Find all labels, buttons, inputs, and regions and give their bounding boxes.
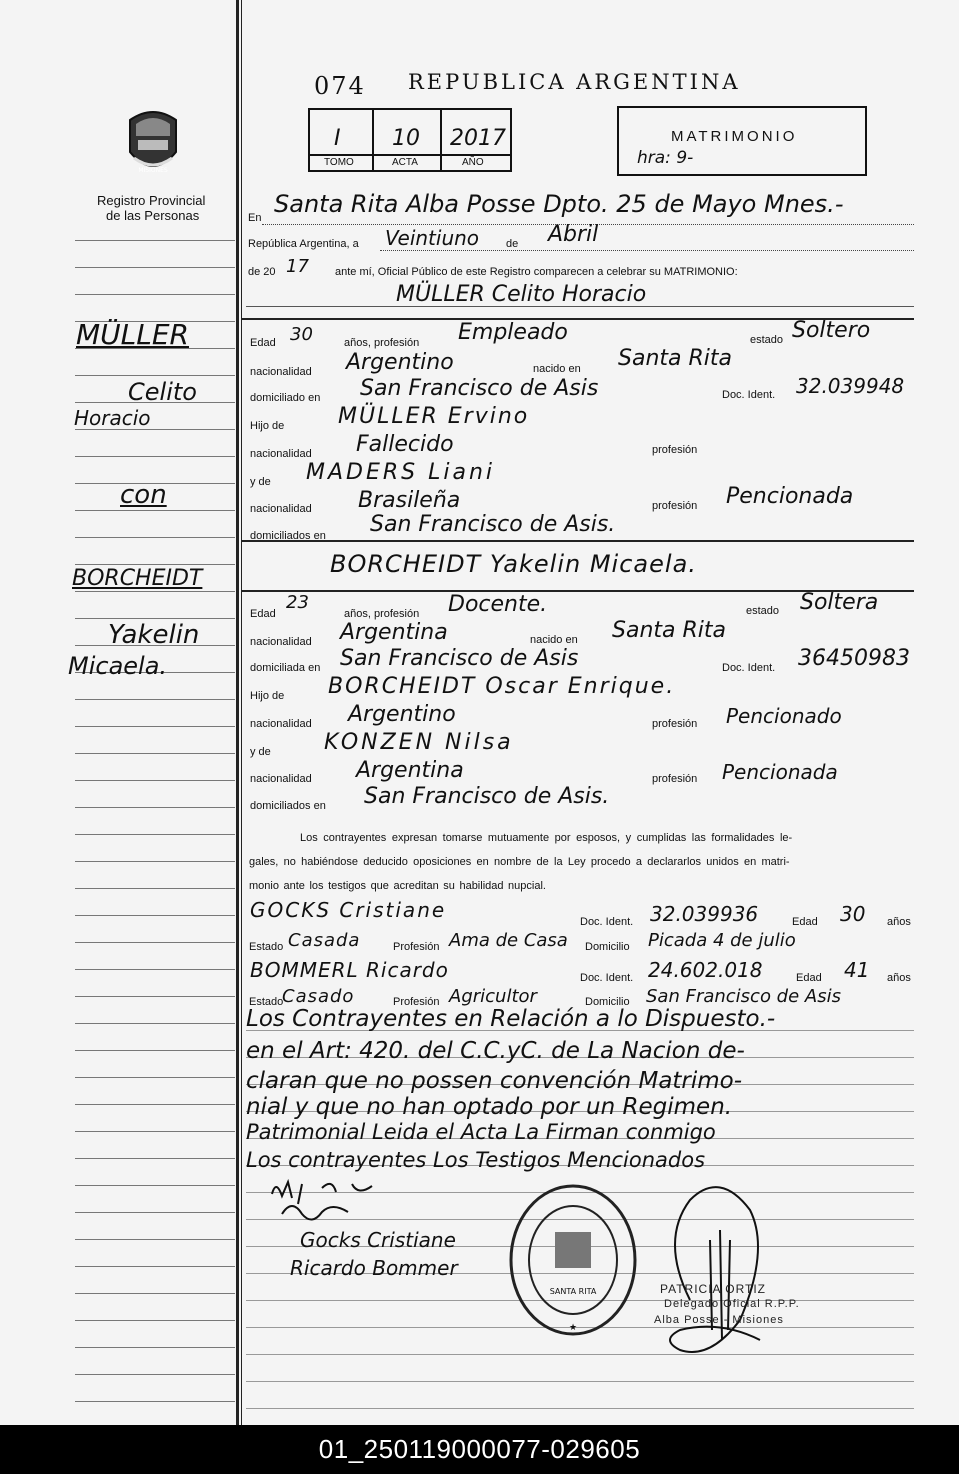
anio-value: 2017 <box>450 126 506 151</box>
margin-rule-line <box>75 375 235 376</box>
act-info-box <box>308 108 512 172</box>
margin-groom-name2: Horacio <box>74 406 151 430</box>
groom-anos-label: años, profesión <box>344 337 420 349</box>
margin-rule-line <box>75 1293 235 1294</box>
bride-sep-top <box>242 540 914 542</box>
witness1-profession: Ama de Casa <box>449 930 568 951</box>
bride-father-prof: Pencionado <box>726 704 842 728</box>
year-suffix: 17 <box>286 256 309 277</box>
margin-rule-line <box>75 699 235 700</box>
bride-mother-nac-label: nacionalidad <box>250 773 312 785</box>
witness2-domicile: San Francisco de Asis <box>646 986 841 1007</box>
groom-mother-prof-label: profesión <box>652 500 698 512</box>
witness1-name: GOCKS Cristiane <box>250 898 447 922</box>
groom-born: Santa Rita <box>618 346 732 371</box>
official-signature <box>650 1180 800 1380</box>
groom-dom-label: domiciliado en <box>250 392 321 404</box>
tomo-value: I <box>334 126 341 151</box>
groom-nac-label: nacionalidad <box>250 366 312 378</box>
bride-age: 23 <box>286 592 309 613</box>
margin-con: con <box>120 480 167 510</box>
groom-father: MÜLLER Ervino <box>338 404 530 429</box>
margin-rule-line <box>75 1050 235 1051</box>
margin-bride-name2: Micaela. <box>68 652 168 680</box>
groom-mother-nat: Brasileña <box>358 488 461 513</box>
witness2-anos-label: años <box>887 972 911 984</box>
tomo-label: TOMO <box>324 157 354 168</box>
witness1-signature: Gocks Cristiane <box>300 1228 456 1252</box>
note-line-3: claran que no possen convención Matrimo- <box>246 1068 743 1094</box>
body-rule-line <box>246 1408 914 1409</box>
bride-born: Santa Rita <box>612 618 726 643</box>
margin-divider-2 <box>241 0 242 1425</box>
bride-estado: Soltera <box>800 590 879 615</box>
margin-rule-line <box>75 1158 235 1159</box>
body-line-3: monio ante los testigos que acreditan su habilidad nupcial. <box>249 880 546 892</box>
date-underline <box>380 250 914 251</box>
groom-yde-label: y de <box>250 476 271 488</box>
bride-mother-nat: Argentina <box>356 758 464 783</box>
margin-rule-line <box>75 1185 235 1186</box>
groom-parents-domicile: San Francisco de Asis. <box>370 512 616 537</box>
bride-mother: KONZEN Nilsa <box>324 730 514 755</box>
contrayentes-signature <box>262 1174 402 1234</box>
bride-estado-label: estado <box>746 605 780 617</box>
acta-value: 10 <box>392 126 420 151</box>
margin-rule-line <box>75 1347 235 1348</box>
margin-rule-line <box>75 969 235 970</box>
margin-rule-line <box>75 1266 235 1267</box>
year-prefix: de 20 <box>248 266 276 278</box>
note-line-4: nial y que no han optado por un Regimen. <box>246 1094 733 1120</box>
bride-nationality: Argentina <box>340 620 448 645</box>
margin-rule-line <box>75 861 235 862</box>
svg-text:MISIONES: MISIONES <box>138 167 168 174</box>
margin-rule-line <box>75 510 235 511</box>
bride-parents-dom-label: domiciliados en <box>250 800 326 812</box>
bride-doc: 36450983 <box>798 646 910 671</box>
place-value: Santa Rita Alba Posse Dpto. 25 de Mayo Mnes.- <box>274 190 844 218</box>
margin-rule-line <box>75 591 235 592</box>
margin-rule-line <box>75 1131 235 1132</box>
witness2-profession: Agricultor <box>449 986 537 1007</box>
registry-name-2: de las Personas <box>106 208 200 223</box>
body-line-1: Los contrayentes expresan tomarse mutuamente por esposos, y cumplidas las formalidades le- <box>300 832 793 844</box>
officer-place: Alba Posse - Misiones <box>654 1314 784 1326</box>
barcode-id: 01_250119000077-029605 <box>0 1425 959 1474</box>
note-line-2: en el Art: 420. del C.C.yC. de La Nacion de- <box>246 1038 745 1064</box>
type-label: MATRIMONIO <box>671 128 798 145</box>
witness2-signature: Ricardo Bommer <box>290 1256 458 1280</box>
bride-mother-prof: Pencionada <box>722 760 838 784</box>
svg-text:SANTA RITA: SANTA RITA <box>549 1287 597 1296</box>
groom-doc: 32.039948 <box>796 374 905 398</box>
en-label: En <box>248 212 262 224</box>
margin-rule-line <box>75 1401 235 1402</box>
bride-domicile: San Francisco de Asis <box>340 646 579 671</box>
act-number: 074 <box>314 72 366 100</box>
bride-parents-domicile: San Francisco de Asis. <box>364 784 610 809</box>
margin-groom-surname: MÜLLER <box>76 318 189 351</box>
official-stamp-icon <box>505 1180 641 1340</box>
margin-rule-line <box>75 888 235 889</box>
margin-rule-line <box>75 726 235 727</box>
body-rule-line <box>246 1381 914 1382</box>
bride-nac-label: nacionalidad <box>250 636 312 648</box>
groom-profession: Empleado <box>458 320 568 345</box>
republica-label: República Argentina, a <box>248 238 359 250</box>
witness1-prof-label: Profesión <box>393 941 440 953</box>
margin-rule-line <box>75 1374 235 1375</box>
witness2-name: BOMMERL Ricardo <box>250 958 449 982</box>
intro-statement: ante mí, Oficial Público de este Registro comparecen a celebrar su MATRIMONIO: <box>335 266 738 278</box>
bride-father-nat: Argentino <box>348 702 456 727</box>
margin-rule-line <box>75 780 235 781</box>
note-line-1: Los Contrayentes en Relación a lo Dispuesto.- <box>246 1006 776 1032</box>
witness1-doc: 32.039936 <box>650 902 759 926</box>
bride-yde-label: y de <box>250 746 271 758</box>
groom-mother: MADERS Liani <box>306 460 496 485</box>
margin-rule-line <box>75 456 235 457</box>
hour-value: hra: 9- <box>637 148 694 168</box>
groom-edad-label: Edad <box>250 337 276 349</box>
groom-full-name: MÜLLER Celito Horacio <box>396 282 647 307</box>
witness1-estado-label: Estado <box>249 941 284 953</box>
witness2-prof-label: Profesión <box>393 996 440 1008</box>
bride-father-nac-label: nacionalidad <box>250 718 312 730</box>
groom-father-nac-label: nacionalidad <box>250 448 312 460</box>
witness1-edad-label: Edad <box>792 916 818 928</box>
margin-rule-line <box>75 1077 235 1078</box>
witness1-domicile: Picada 4 de julio <box>648 930 796 951</box>
note-line-5: Patrimonial Leida el Acta La Firman conmigo <box>246 1120 716 1144</box>
bride-nacido-label: nacido en <box>530 634 578 646</box>
bride-father: BORCHEIDT Oscar Enrique. <box>328 674 676 699</box>
margin-rule-line <box>75 294 235 295</box>
country-title: REPUBLICA ARGENTINA <box>408 70 741 94</box>
margin-rule-line <box>75 537 235 538</box>
acta-label: ACTA <box>392 157 418 168</box>
witness1-estado: Casada <box>288 930 361 951</box>
bride-edad-label: Edad <box>250 608 276 620</box>
margin-rule-line <box>75 834 235 835</box>
witness1-anos-label: años <box>887 916 911 928</box>
witness2-age: 41 <box>844 958 870 982</box>
groom-domicile: San Francisco de Asis <box>360 376 599 401</box>
margin-rule-line <box>75 618 235 619</box>
groom-father-nat: Fallecido <box>356 432 454 457</box>
witness2-edad-label: Edad <box>796 972 822 984</box>
margin-groom-name1: Celito <box>128 378 197 406</box>
svg-text:★: ★ <box>568 1322 578 1332</box>
bride-anos-label: años, profesión <box>344 608 420 620</box>
groom-hijo-label: Hijo de <box>250 420 285 432</box>
witness2-dom-label: Domicilio <box>585 996 630 1008</box>
de-label: de <box>506 238 519 250</box>
witness2-doc: 24.602.018 <box>648 958 763 982</box>
officer-title: Delegado Oficial R.P.P. <box>664 1298 800 1310</box>
day-value: Veintiuno <box>385 226 480 250</box>
groom-age: 30 <box>290 324 313 345</box>
margin-rule-line <box>75 753 235 754</box>
body-rule-line <box>246 1354 914 1355</box>
witness2-doc-label: Doc. Ident. <box>580 972 634 984</box>
groom-parents-dom-label: domiciliados en <box>250 530 326 542</box>
groom-name-underline <box>246 306 914 307</box>
margin-rule-line <box>75 1023 235 1024</box>
groom-mother-nac-label: nacionalidad <box>250 503 312 515</box>
type-box <box>617 106 867 176</box>
groom-estado: Soltero <box>792 318 871 343</box>
witness1-doc-label: Doc. Ident. <box>580 916 634 928</box>
margin-rule-line <box>75 1104 235 1105</box>
bride-doc-label: Doc. Ident. <box>722 662 776 674</box>
margin-rule-line <box>75 915 235 916</box>
misiones-coat-of-arms-icon <box>122 106 184 182</box>
margin-rule-line <box>75 564 235 565</box>
margin-rule-line <box>75 807 235 808</box>
officer-name: PATRICIA ORTIZ <box>660 1282 767 1296</box>
witness2-estado-label: Estado <box>249 996 284 1008</box>
note-line-6: Los contrayentes Los Testigos Mencionados <box>246 1148 706 1172</box>
groom-doc-label: Doc. Ident. <box>722 389 776 401</box>
groom-estado-label: estado <box>750 334 784 346</box>
margin-rule-line <box>75 267 235 268</box>
margin-rule-line <box>75 240 235 241</box>
stamp-text <box>640 1200 641 1201</box>
body-line-2: gales, no habiéndose deducido oposiciones en nombre de la Ley procedo a declararlos unidos en matri- <box>249 856 790 868</box>
registry-name-1: Registro Provincial <box>97 193 206 208</box>
anio-label: AÑO <box>462 157 484 168</box>
witness1-age: 30 <box>840 902 866 926</box>
bride-father-prof-label: profesión <box>652 718 698 730</box>
margin-rule-line <box>75 1212 235 1213</box>
bride-hijo-label: Hijo de <box>250 690 285 702</box>
bride-full-name: BORCHEIDT Yakelin Micaela. <box>330 550 697 578</box>
month-value: Abril <box>548 222 599 247</box>
witness1-dom-label: Domicilio <box>585 941 630 953</box>
groom-nationality: Argentino <box>346 350 454 375</box>
groom-nacido-label: nacido en <box>533 363 581 375</box>
witness2-estado: Casado <box>282 986 355 1007</box>
margin-rule-line <box>75 942 235 943</box>
bride-mother-prof-label: profesión <box>652 773 698 785</box>
margin-bride-surname: BORCHEIDT <box>72 566 203 591</box>
groom-father-prof-label: profesión <box>652 444 698 456</box>
groom-mother-prof: Pencionada <box>726 484 854 509</box>
margin-rule-line <box>75 1239 235 1240</box>
margin-rule-line <box>75 1320 235 1321</box>
margin-bride-name1: Yakelin <box>108 620 200 650</box>
margin-divider <box>236 0 239 1425</box>
bride-dom-label: domiciliada en <box>250 662 321 674</box>
bride-profession: Docente. <box>448 592 548 617</box>
margin-rule-line <box>75 996 235 997</box>
